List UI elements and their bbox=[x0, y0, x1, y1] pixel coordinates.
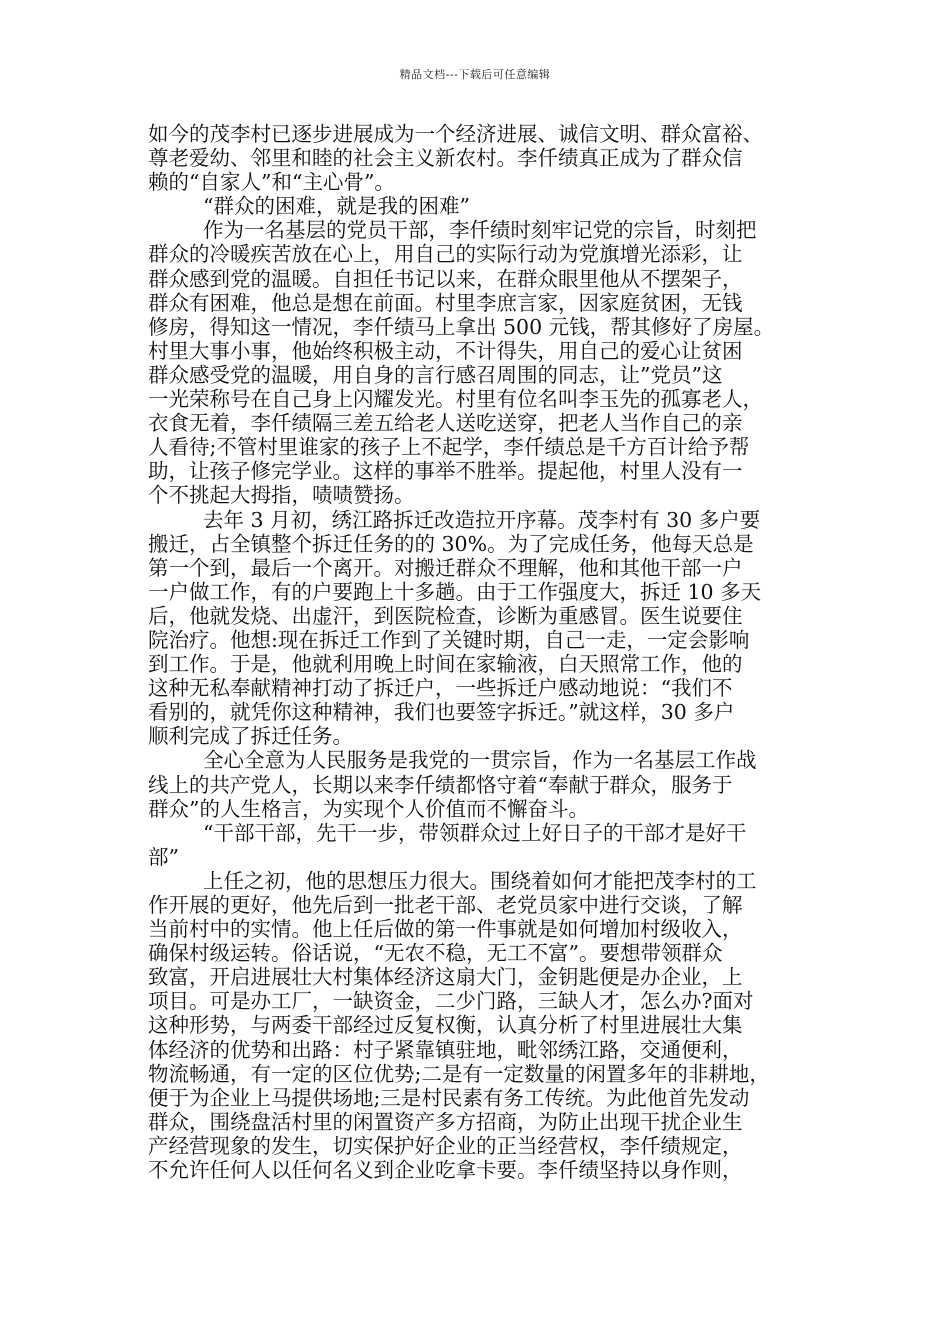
paragraph-first-line: 上任之初，他的思想压力很大。围绕着如何才能把茂李村的工 bbox=[203, 868, 757, 893]
text-line: 尊老爱幼、邻里和睦的社会主义新农村。李仟绩真正成为了群众信 bbox=[148, 146, 743, 171]
paragraph-first-line: 全心全意为人民服务是我党的一贯宗旨，作为一名基层工作战 bbox=[203, 748, 757, 773]
page-header: 精品文档---下载后可任意编辑 bbox=[399, 68, 551, 81]
document-body bbox=[148, 122, 820, 1182]
text-line: 群众感受党的温暖，用自身的言行感召周围的同志，让”党员”这 bbox=[148, 362, 723, 387]
text-line: 第一个到，最后一个离开。对搬迁群众不理解，他和其他干部一户 bbox=[148, 555, 743, 580]
text-line: 后，他就发烧、出虚汗，到医院检查，诊断为重感冒。医生说要住 bbox=[148, 603, 743, 628]
section-heading-continued: 部” bbox=[148, 844, 179, 869]
text-line: 到工作。于是，他就利用晚上时间在家输液，白天照常工作，他的 bbox=[148, 652, 743, 677]
text-line: 如今的茂李村已逐步进展成为一个经济进展、诚信文明、群众富裕、 bbox=[148, 122, 763, 146]
text-line: 个不挑起大拇指，啧啧赞扬。 bbox=[148, 483, 415, 508]
text-line: 作开展的更好，他先后到一批老干部、老党员家中进行交谈，了解 bbox=[148, 893, 743, 917]
text-line: 群众有困难，他总是想在前面。村里李庶言家，因家庭贫困，无钱 bbox=[148, 290, 743, 315]
text-line: 便于为企业上马提供场地;三是村民素有务工传统。为此他首先发动 bbox=[148, 1085, 750, 1110]
text-line: 确保村级运转。俗话说，“无农不稳，无工不富”。要想带领群众 bbox=[148, 941, 723, 966]
text-line: 衣食无着，李仟绩隔三差五给老人送吃送穿，把老人当作自己的亲 bbox=[148, 411, 743, 436]
text-line: 当前村中的实情。他上任后做的第一件事就是如何增加村级收入， bbox=[148, 917, 743, 942]
text-line: 人看待;不管村里谁家的孩子上不起学，李仟绩总是千方百计给予帮 bbox=[148, 435, 750, 460]
text-line: 这种无私奉献精神打动了拆迁户，一些拆迁户感动地说：“我们不 bbox=[148, 676, 733, 701]
section-heading: “群众的困难，就是我的困难” bbox=[203, 194, 470, 219]
text-line: 一户做工作，有的户要跑上十多趟。由于工作强度大，拆迁 10 多天 bbox=[148, 579, 762, 604]
text-line: 一光荣称号在自己身上闪耀发光。村里有位名叫李玉先的孤寡老人， bbox=[148, 387, 763, 412]
text-line: 这种形势，与两委干部经过反复权衡，认真分析了村里进展壮大集 bbox=[148, 1013, 743, 1038]
text-line: 院治疗。他想:现在拆迁工作到了关键时期，自己一走，一定会影响 bbox=[148, 627, 750, 652]
text-line: 项目。可是办工厂，一缺资金，二少门路，三缺人才，怎么办?面对 bbox=[148, 989, 754, 1014]
text-line: 物流畅通，有一定的区位优势;二是有一定数量的闲置多年的非耕地， bbox=[148, 1061, 770, 1086]
text-line: 致富，开启进展壮大村集体经济这扇大门，金钥匙便是办企业，上 bbox=[148, 965, 743, 990]
paragraph-first-line: 作为一名基层的党员干部，李仟绩时刻牢记党的宗旨，时刻把 bbox=[203, 218, 757, 243]
text-line: 群众感到党的温暖。自担任书记以来，在群众眼里他从不摆架子， bbox=[148, 266, 743, 291]
section-heading: “干部干部，先干一步，带领群众过上好日子的干部才是好干 bbox=[203, 820, 747, 845]
text-line: 产经营现象的发生，切实保护好企业的正当经营权，李仟绩规定， bbox=[148, 1133, 743, 1158]
text-line: 村里大事小事，他始终积极主动，不计得失，用自己的爱心让贫困 bbox=[148, 338, 743, 363]
text-line: 顺利完成了拆迁任务。 bbox=[148, 724, 353, 749]
text-line: 不允许任何人以任何名义到企业吃拿卡要。李仟绩坚持以身作则， bbox=[148, 1158, 743, 1183]
text-line: 看别的，就凭你这种精神，我们也要签字拆迁。”就这样，30 多户 bbox=[148, 700, 735, 725]
text-line: 助，让孩子修完学业。这样的事举不胜举。提起他，村里人没有一 bbox=[148, 459, 743, 484]
text-line: 体经济的优势和出路：村子紧靠镇驻地，毗邻绣江路，交通便利， bbox=[148, 1037, 743, 1062]
text-line: 群众的冷暖疾苦放在心上，用自己的实际行动为党旗增光添彩，让 bbox=[148, 242, 743, 267]
text-line: 赖的“自家人”和“主心骨”。 bbox=[148, 170, 395, 195]
text-line: 修房，得知这一情况，李仟绩马上拿出 500 元钱，帮其修好了房屋。 bbox=[148, 314, 775, 339]
text-line: 群众，围绕盘活村里的闲置资产多方招商，为防止出现干扰企业生 bbox=[148, 1109, 743, 1134]
paragraph-first-line: 去年 3 月初，绣江路拆迁改造拉开序幕。茂李村有 30 多户要 bbox=[203, 507, 761, 532]
text-line: 群众”的人生格言，为实现个人价值而不懈奋斗。 bbox=[148, 796, 589, 821]
text-line: 搬迁，占全镇整个拆迁任务的的 30%。为了完成任务，他每天总是 bbox=[148, 531, 754, 556]
text-line: 线上的共产党人，长期以来李仟绩都恪守着“奉献于群众，服务于 bbox=[148, 772, 733, 797]
